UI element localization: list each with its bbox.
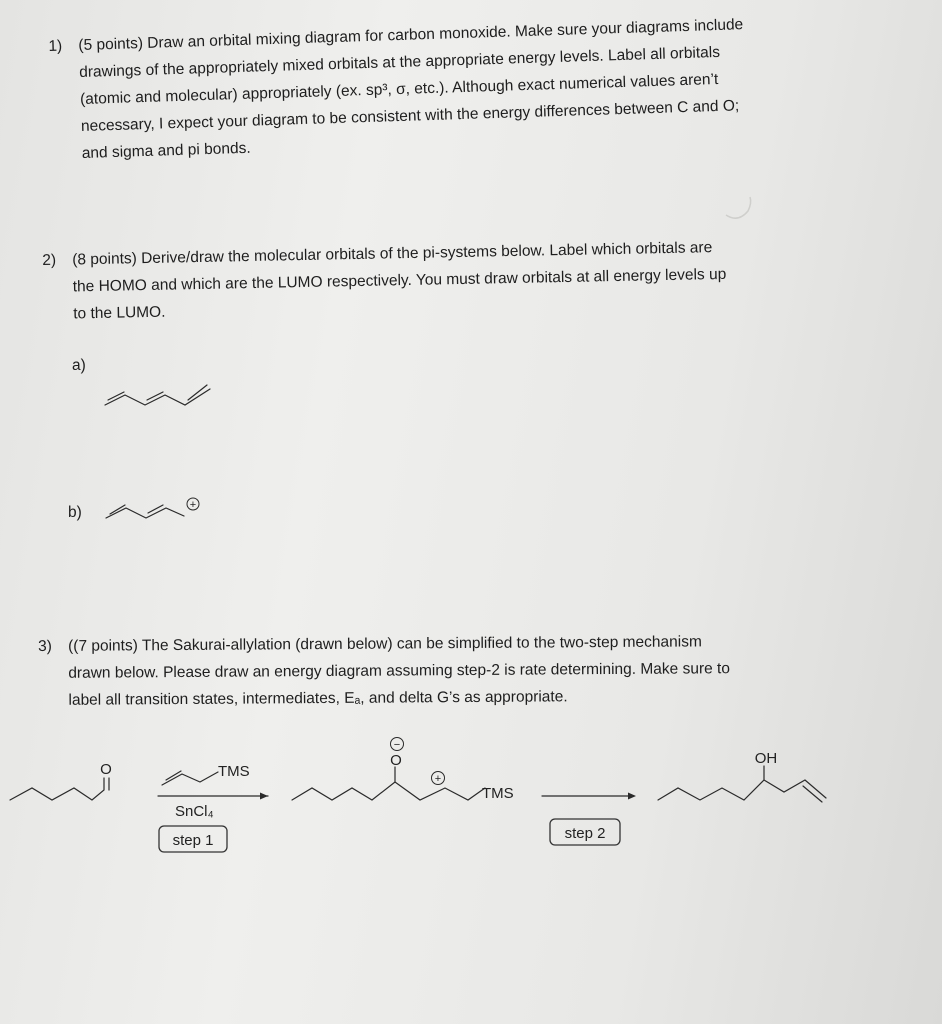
question-3-line: drawn below. Please draw an energy diagram assuming step-2 is rate determining. Make sure to xyxy=(68,660,730,682)
part-a-label: a) xyxy=(72,357,86,374)
product-chain xyxy=(658,780,826,800)
question-3-text xyxy=(68,628,730,714)
arrow-head-2 xyxy=(628,793,636,800)
question-1-line: drawings of the appropriately mixed orbitals at the appropriate energy levels. Label all orbitals xyxy=(78,43,721,82)
question-3-line: label all transition states, intermediates, Eₐ, and delta G’s as appropriate. xyxy=(68,688,568,709)
intermediate-tms: TMS xyxy=(482,785,514,802)
step-2-label: step 2 xyxy=(564,825,606,842)
question-2-text xyxy=(72,234,727,328)
step-1-label: step 1 xyxy=(172,832,214,849)
aldehyde-chain xyxy=(10,778,104,800)
question-2-line: the HOMO and which are the LUMO respectively. You must draw orbitals at all energy levels up xyxy=(72,265,727,296)
question-2-line: (8 points) Derive/draw the molecular orbitals of the pi-systems below. Label which orbitals are xyxy=(72,239,713,269)
allyl-tms-chain xyxy=(162,772,218,785)
reagent-tms: TMS xyxy=(218,763,250,780)
sakurai-scheme xyxy=(0,730,942,860)
pencil-mark xyxy=(720,195,760,225)
intermediate-chain xyxy=(292,782,485,800)
arrow-head-1 xyxy=(260,793,268,800)
intermediate-oxygen: O xyxy=(390,752,402,769)
product-hydroxyl: OH xyxy=(754,750,778,767)
hexatriene-structure xyxy=(100,375,225,415)
question-1-line: (atomic and molecular) appropriately (ex. sp³, σ, etc.). Although exact numerical values aren’t xyxy=(79,70,719,109)
question-3-number: 3) xyxy=(38,637,52,655)
question-1-text xyxy=(78,11,747,167)
question-1-line: necessary, I expect your diagram to be consistent with the energy differences between C and O; xyxy=(80,97,740,136)
lewis-acid: SnCl₄ xyxy=(175,803,214,820)
question-1-line: (5 points) Draw an orbital mixing diagram for carbon monoxide. Make sure your diagrams include xyxy=(78,16,744,55)
pentadienyl-cation-structure xyxy=(98,488,208,528)
question-2-line: to the LUMO. xyxy=(73,303,166,323)
cation-symbol-3: + xyxy=(434,773,442,785)
question-1-number: 1) xyxy=(48,37,63,55)
question-3-line: ((7 points) The Sakurai-allylation (drawn below) can be simplified to the two-step mechanism xyxy=(68,633,702,655)
cation-symbol: + xyxy=(189,499,197,511)
anion-symbol: − xyxy=(393,739,401,751)
part-b-label: b) xyxy=(68,504,82,521)
question-2-number: 2) xyxy=(42,251,57,269)
aldehyde-oxygen: O xyxy=(100,761,112,778)
question-1-line: and sigma and pi bonds. xyxy=(81,139,251,162)
